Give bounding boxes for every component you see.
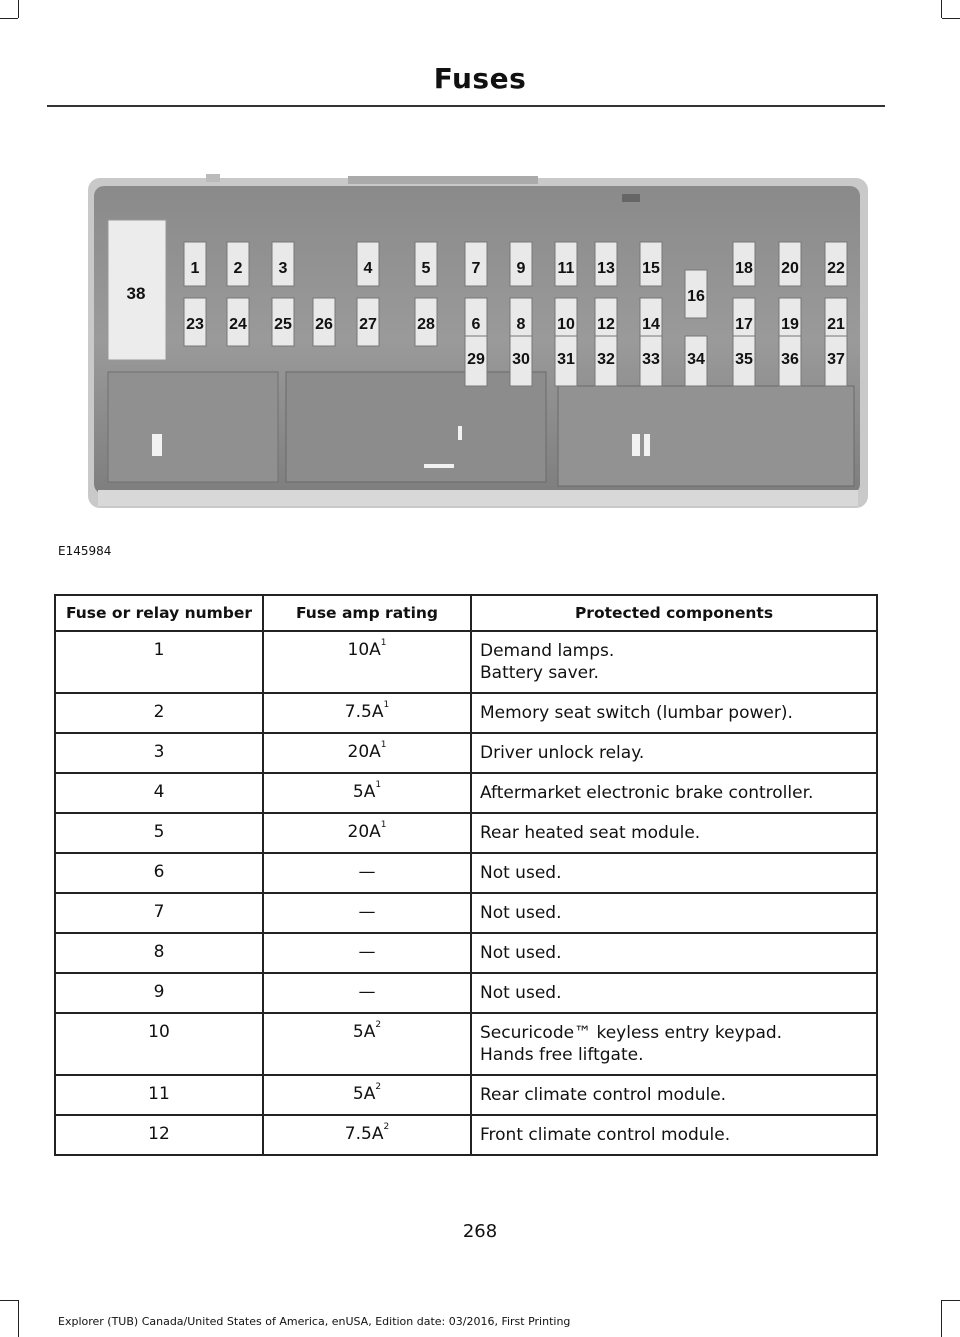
- protected-components: [471, 631, 877, 693]
- amp-value: 7.5A: [344, 1124, 384, 1144]
- amp-rating: [263, 813, 471, 853]
- fuse-number: 2: [55, 693, 263, 733]
- fuse-number-label: 22: [827, 260, 845, 277]
- fuse-number-label: 26: [315, 316, 333, 333]
- fuse-number-label: 24: [229, 316, 247, 333]
- component-line: Not used.: [480, 943, 562, 963]
- protected-components: [471, 813, 877, 853]
- amp-value: 5A: [352, 1084, 376, 1104]
- protected-components: [471, 933, 877, 973]
- component-line: Driver unlock relay.: [480, 743, 645, 763]
- fuse-number-label: 34: [687, 351, 705, 368]
- crop-mark: [941, 0, 942, 18]
- amp-value: —: [358, 942, 376, 962]
- table-row: [55, 1013, 877, 1075]
- table-row: [55, 693, 877, 733]
- fuse-number-label: 10: [557, 316, 575, 333]
- fuse-number-label: 21: [827, 316, 845, 333]
- fuse-number-label: 18: [735, 260, 753, 277]
- fuse-number-label: 2: [233, 260, 243, 277]
- component-line: Front climate control module.: [480, 1125, 731, 1145]
- page-number: 268: [462, 1221, 498, 1242]
- fuse-table: [54, 594, 878, 1156]
- fuse-number-label: 17: [735, 316, 753, 333]
- table-row: [55, 631, 877, 693]
- footnote-marker: 2: [375, 1082, 382, 1092]
- amp-value: —: [358, 982, 376, 1002]
- table-row: [55, 1115, 877, 1155]
- table-header-row: [55, 595, 877, 631]
- fuse-number-label: 5: [421, 260, 431, 277]
- amp-rating: [263, 973, 471, 1013]
- amp-value: 5A: [352, 782, 376, 802]
- component-line: Rear heated seat module.: [480, 823, 701, 843]
- fuse-number-label: 4: [363, 260, 373, 277]
- fuse-number: 3: [55, 733, 263, 773]
- protected-components: [471, 853, 877, 893]
- component-line: Memory seat switch (lumbar power).: [480, 703, 793, 723]
- amp-rating: [263, 853, 471, 893]
- fuse-number-label: 1: [190, 260, 200, 277]
- amp-value: 5A: [352, 1022, 376, 1042]
- amp-rating: [263, 1013, 471, 1075]
- fuse-number-label: 15: [642, 260, 660, 277]
- fuse-number-label: 13: [597, 260, 615, 277]
- fuse-number-label: 16: [687, 288, 705, 305]
- table-row: [55, 813, 877, 853]
- table-row: [55, 1075, 877, 1115]
- component-line: Not used.: [480, 903, 562, 923]
- fuse-panel-diagram: [88, 172, 868, 522]
- relay-label: 38: [126, 284, 146, 303]
- component-line: Hands free liftgate.: [480, 1045, 644, 1065]
- fuse-number-label: 6: [471, 316, 481, 333]
- footnote-marker: 2: [383, 1122, 390, 1132]
- crop-mark: [18, 0, 19, 18]
- fuse-number: 4: [55, 773, 263, 813]
- crop-mark: [0, 1300, 18, 1301]
- component-line: Battery saver.: [480, 663, 599, 683]
- table-row: [55, 893, 877, 933]
- fuse-number: 5: [55, 813, 263, 853]
- title-divider: [47, 105, 885, 107]
- fuse-number-label: 12: [597, 316, 615, 333]
- table-row: [55, 773, 877, 813]
- table-row: [55, 973, 877, 1013]
- fuse-number-label: 28: [417, 316, 435, 333]
- amp-rating: [263, 693, 471, 733]
- component-line: Aftermarket electronic brake controller.: [480, 783, 814, 803]
- table-row: [55, 933, 877, 973]
- table-row: [55, 853, 877, 893]
- fuse-number-label: 36: [781, 351, 799, 368]
- fuse-number-label: 7: [471, 260, 481, 277]
- footer-edition: Explorer (TUB) Canada/United States of America, enUSA, Edition date: 03/2016, First Printing: [58, 1315, 571, 1328]
- component-line: Demand lamps.: [480, 641, 615, 661]
- footnote-marker: 2: [375, 1020, 382, 1030]
- amp-value: —: [358, 862, 376, 882]
- component-line: Securicode™ keyless entry keypad.: [480, 1023, 783, 1043]
- fuse-number: 8: [55, 933, 263, 973]
- fuse-number-label: 23: [186, 316, 204, 333]
- fuse-number-label: 8: [516, 316, 526, 333]
- crop-mark: [18, 1300, 19, 1337]
- fuse-number-label: 35: [735, 351, 753, 368]
- protected-components: [471, 693, 877, 733]
- footnote-marker: 1: [380, 638, 387, 648]
- fuse-number-label: 30: [512, 351, 530, 368]
- fuse-number-label: 33: [642, 351, 660, 368]
- crop-mark: [941, 1300, 942, 1337]
- crop-mark: [942, 18, 960, 19]
- amp-rating: [263, 733, 471, 773]
- fuse-number-label: 25: [274, 316, 292, 333]
- amp-value: 7.5A: [344, 702, 384, 722]
- amp-rating: [263, 893, 471, 933]
- protected-components: [471, 773, 877, 813]
- header-amp-rating: Fuse amp rating: [263, 595, 471, 631]
- fuse-number-label: 37: [827, 351, 845, 368]
- crop-mark: [0, 18, 18, 19]
- amp-value: 10A: [347, 640, 381, 660]
- protected-components: [471, 893, 877, 933]
- header-protected-components: Protected components: [471, 595, 877, 631]
- amp-value: 20A: [347, 742, 381, 762]
- protected-components: [471, 1115, 877, 1155]
- protected-components: [471, 1013, 877, 1075]
- protected-components: [471, 973, 877, 1013]
- fuse-number: 10: [55, 1013, 263, 1075]
- component-line: Not used.: [480, 983, 562, 1003]
- amp-rating: [263, 1115, 471, 1155]
- fuse-number: 12: [55, 1115, 263, 1155]
- protected-components: [471, 1075, 877, 1115]
- fuse-number-label: 20: [781, 260, 799, 277]
- fuse-number-label: 31: [557, 351, 575, 368]
- fuse-number-label: 14: [642, 316, 660, 333]
- page-title: Fuses: [433, 62, 527, 95]
- amp-value: 20A: [347, 822, 381, 842]
- amp-value: —: [358, 902, 376, 922]
- fuse-number-label: 19: [781, 316, 799, 333]
- footnote-marker: 1: [383, 700, 390, 710]
- fuse-number: 6: [55, 853, 263, 893]
- amp-rating: [263, 1075, 471, 1115]
- amp-rating: [263, 933, 471, 973]
- fuse-number: 11: [55, 1075, 263, 1115]
- fuse-number-label: 3: [278, 260, 288, 277]
- crop-mark: [942, 1300, 960, 1301]
- fuse-number-label: 32: [597, 351, 615, 368]
- footnote-marker: 1: [380, 740, 387, 750]
- component-line: Rear climate control module.: [480, 1085, 727, 1105]
- fuse-number-label: 29: [467, 351, 485, 368]
- component-line: Not used.: [480, 863, 562, 883]
- fuse-number: 1: [55, 631, 263, 693]
- fuse-number-label: 27: [359, 316, 377, 333]
- amp-rating: [263, 631, 471, 693]
- footnote-marker: 1: [375, 780, 382, 790]
- footnote-marker: 1: [380, 820, 387, 830]
- fuse-number-label: 9: [516, 260, 526, 277]
- table-row: [55, 733, 877, 773]
- amp-rating: [263, 773, 471, 813]
- figure-id: E145984: [58, 544, 112, 558]
- protected-components: [471, 733, 877, 773]
- fuse-number: 7: [55, 893, 263, 933]
- fuse-number-label: 11: [557, 260, 575, 277]
- header-fuse-number: Fuse or relay number: [55, 595, 263, 631]
- fuse-number: 9: [55, 973, 263, 1013]
